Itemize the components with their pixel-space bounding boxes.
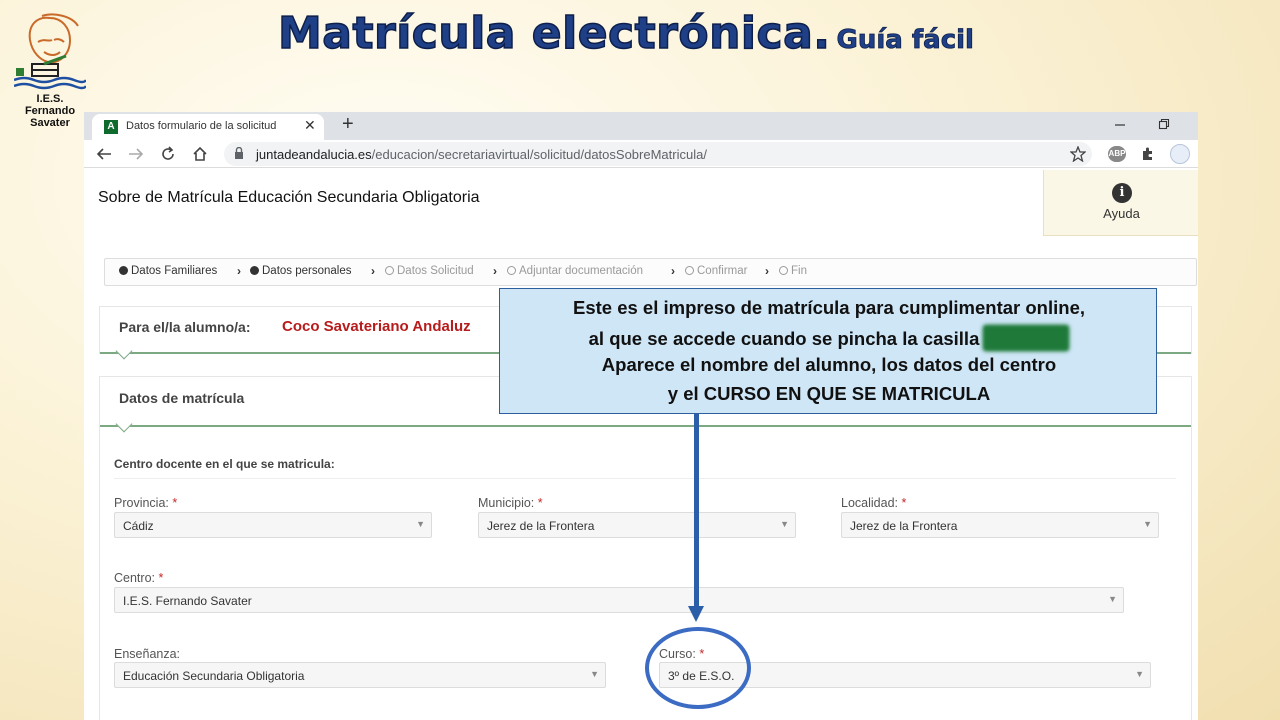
municipio-value: Jerez de la Frontera xyxy=(487,519,595,533)
url-path: /educacion/secretariavirtual/solicitud/datosSobreMatricula/ xyxy=(371,147,707,162)
tab-bar xyxy=(84,112,1198,140)
municipio-label xyxy=(478,496,543,510)
help-label: Ayuda xyxy=(1103,206,1140,221)
address-bar[interactable] xyxy=(224,142,1092,166)
provincia-label xyxy=(114,496,177,510)
dropdown-arrow-icon: ▼ xyxy=(416,519,425,529)
student-name: Coco Savateriano Andaluz xyxy=(282,318,471,335)
adblock-extension-icon[interactable]: ABP xyxy=(1108,146,1126,162)
logo-line-1: I.E.S. xyxy=(36,93,64,105)
breadcrumb-label: Fin xyxy=(791,265,807,277)
provincia-label-text: Provincia: xyxy=(114,496,169,510)
dropdown-arrow-icon: ▼ xyxy=(590,669,599,679)
annotation-callout xyxy=(499,288,1157,414)
provincia-select[interactable] xyxy=(114,512,432,538)
required-mark: * xyxy=(158,571,164,585)
browser-tab[interactable] xyxy=(92,114,324,140)
url-text xyxy=(256,147,707,162)
dropdown-arrow-icon: ▼ xyxy=(780,519,789,529)
home-icon[interactable] xyxy=(192,146,208,162)
callout-line-4: y el CURSO EN QUE SE MATRICULA xyxy=(667,383,991,404)
chevron-right-icon: › xyxy=(371,264,375,278)
required-mark: * xyxy=(699,647,705,661)
required-mark: * xyxy=(901,496,907,510)
new-tab-button[interactable]: + xyxy=(342,113,354,135)
extensions-puzzle-icon[interactable] xyxy=(1140,146,1156,162)
circle-outline-icon xyxy=(779,266,788,275)
callout-line-2: al que se accede cuando se pincha la casilla xyxy=(588,328,980,349)
breadcrumb-step-fin[interactable] xyxy=(779,265,807,277)
circle-outline-icon xyxy=(385,266,394,275)
dropdown-arrow-icon: ▼ xyxy=(1108,594,1117,604)
localidad-value: Jerez de la Frontera xyxy=(850,519,958,533)
breadcrumb-step-datos-solicitud[interactable] xyxy=(385,265,474,277)
info-icon: i xyxy=(1112,183,1132,203)
chevron-right-icon: › xyxy=(671,264,675,278)
slide-title-main: Matrícula electrónica. xyxy=(278,8,831,59)
centro-label-text: Centro: xyxy=(114,571,155,585)
chevron-right-icon: › xyxy=(493,264,497,278)
breadcrumb-label: Confirmar xyxy=(697,265,748,277)
breadcrumb-label: Datos personales xyxy=(262,265,352,277)
municipio-select[interactable] xyxy=(478,512,796,538)
junta-favicon-icon: A xyxy=(104,120,118,134)
forward-arrow-icon[interactable] xyxy=(128,147,144,161)
restore-icon[interactable] xyxy=(1158,118,1170,130)
ensenanza-label xyxy=(114,647,180,661)
section-title: Datos de matrícula xyxy=(119,390,245,406)
callout-line-2-wrap xyxy=(500,325,1158,351)
required-mark: * xyxy=(172,496,178,510)
ensenanza-value: Educación Secundaria Obligatoria xyxy=(123,669,305,683)
panel-notch xyxy=(116,416,133,433)
breadcrumb-label: Datos Familiares xyxy=(131,265,218,277)
breadcrumb-label: Adjuntar documentación xyxy=(519,265,644,277)
check-circle-icon xyxy=(250,266,259,275)
localidad-label-text: Localidad: xyxy=(841,496,898,510)
ensenanza-label-text: Enseñanza: xyxy=(114,647,181,661)
callout-line-1: Este es el impreso de matrícula para cumplimentar online, xyxy=(572,297,1085,318)
panel-notch xyxy=(116,343,133,360)
annotation-arrow xyxy=(694,414,699,610)
curso-label-text: Curso: xyxy=(659,647,696,661)
breadcrumb-step-datos-personales[interactable] xyxy=(250,265,352,277)
panel-divider xyxy=(100,425,1191,427)
blurred-button-image xyxy=(983,325,1069,351)
centro-select[interactable] xyxy=(114,587,1124,613)
required-mark: * xyxy=(537,496,543,510)
logo-line-2: Fernando Savater xyxy=(24,105,76,129)
student-label: Para el/la alumno/a: xyxy=(119,319,251,335)
browser-window xyxy=(84,112,1198,720)
highlight-circle xyxy=(645,627,751,709)
chevron-right-icon: › xyxy=(765,264,769,278)
curso-value: 3º de E.S.O. xyxy=(668,669,735,683)
circle-outline-icon xyxy=(685,266,694,275)
tab-title: Datos formulario de la solicitud xyxy=(126,120,277,132)
breadcrumb-label: Datos Solicitud xyxy=(397,265,474,277)
help-button[interactable] xyxy=(1043,170,1198,236)
back-arrow-icon[interactable] xyxy=(96,147,112,161)
minimize-icon[interactable] xyxy=(1114,120,1126,130)
bookmark-star-icon[interactable] xyxy=(1070,146,1086,162)
url-host: juntadeandalucia.es xyxy=(256,147,372,162)
school-logo-icon xyxy=(14,12,86,92)
circle-outline-icon xyxy=(507,266,516,275)
slide-title-sub: Guía fácil xyxy=(836,25,974,55)
breadcrumb-step-confirmar[interactable] xyxy=(685,265,747,277)
chevron-right-icon: › xyxy=(237,264,241,278)
close-tab-icon[interactable]: ✕ xyxy=(304,117,316,133)
reload-icon[interactable] xyxy=(160,146,176,162)
municipio-label-text: Municipio: xyxy=(478,496,535,510)
school-logo xyxy=(4,12,96,129)
callout-line-3: Aparece el nombre del alumno, los datos del centro xyxy=(601,354,1057,375)
breadcrumb xyxy=(104,258,1197,286)
subsection-title: Centro docente en el que se matricula: xyxy=(114,457,335,471)
page-title: Sobre de Matrícula Educación Secundaria Obligatoria xyxy=(98,189,480,206)
profile-avatar[interactable] xyxy=(1170,144,1190,164)
dropdown-arrow-icon: ▼ xyxy=(1143,519,1152,529)
localidad-select[interactable] xyxy=(841,512,1159,538)
arrow-head-icon xyxy=(688,606,704,622)
dropdown-arrow-icon: ▼ xyxy=(1135,669,1144,679)
breadcrumb-step-adjuntar-documentacion[interactable] xyxy=(507,265,643,277)
localidad-label xyxy=(841,496,906,510)
slide-title xyxy=(278,8,974,59)
breadcrumb-step-datos-familiares[interactable] xyxy=(119,265,217,277)
centro-label xyxy=(114,571,163,585)
ensenanza-select[interactable] xyxy=(114,662,606,688)
lock-icon xyxy=(234,147,244,159)
centro-value: I.E.S. Fernando Savater xyxy=(123,594,252,608)
browser-toolbar xyxy=(84,140,1198,168)
subsection-divider xyxy=(114,478,1176,479)
check-circle-icon xyxy=(119,266,128,275)
provincia-value: Cádiz xyxy=(123,519,154,533)
